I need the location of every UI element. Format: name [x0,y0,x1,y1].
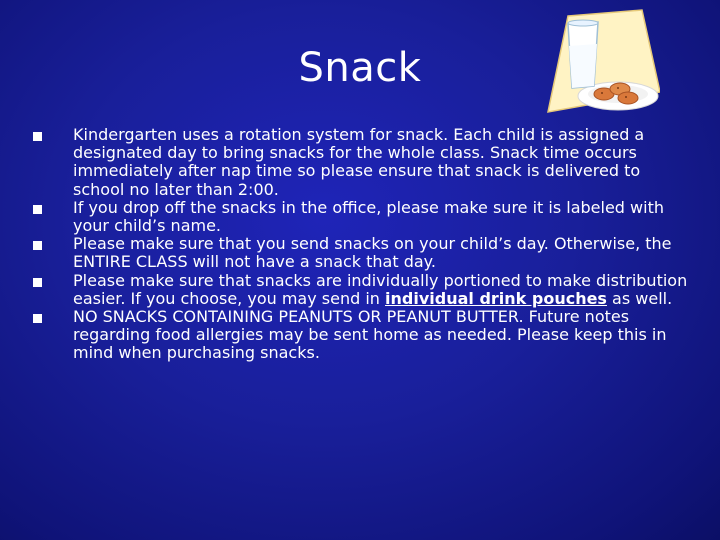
bullet-item [33,199,688,235]
bullet-item [33,272,688,308]
slide-title: Snack [298,45,422,91]
square-bullet-icon [33,278,42,287]
square-bullet-icon [33,314,42,323]
emphasized-text: individual drink pouches [385,288,607,308]
square-bullet-icon [33,205,42,214]
bullet-item [33,235,688,271]
bullet-text: NO SNACKS CONTAINING PEANUTS OR PEANUT BUTTER. Future notes regarding food allergies may be sent home as needed. Please keep this in mind when purchasing snacks. [73,307,667,363]
bullet-item [33,126,688,199]
bullet-text: Kindergarten uses a rotation system for snack. Each child is assigned a designated day to bring snacks for the whole class. Snack time occurs immediately after nap time so please ensure that snack is delivered to school no later than 2:00. [73,125,645,199]
bullet-list [33,126,688,363]
square-bullet-icon [33,132,42,141]
bullet-text-tail: as well. [606,288,673,308]
square-bullet-icon [33,241,42,250]
bullet-text: Please make sure that you send snacks on your child’s day. Otherwise, the ENTIRE CLASS will not have a snack that day. [73,234,672,272]
bullet-text: Please make sure that snacks are individually portioned to make distribution easier. If you choose, you may send in [73,270,688,308]
bullet-item [33,308,688,363]
bullet-text: If you drop off the snacks in the office, please make sure it is labeled with your child’s name. [73,197,664,236]
milk-and-cookies-icon [538,8,660,126]
